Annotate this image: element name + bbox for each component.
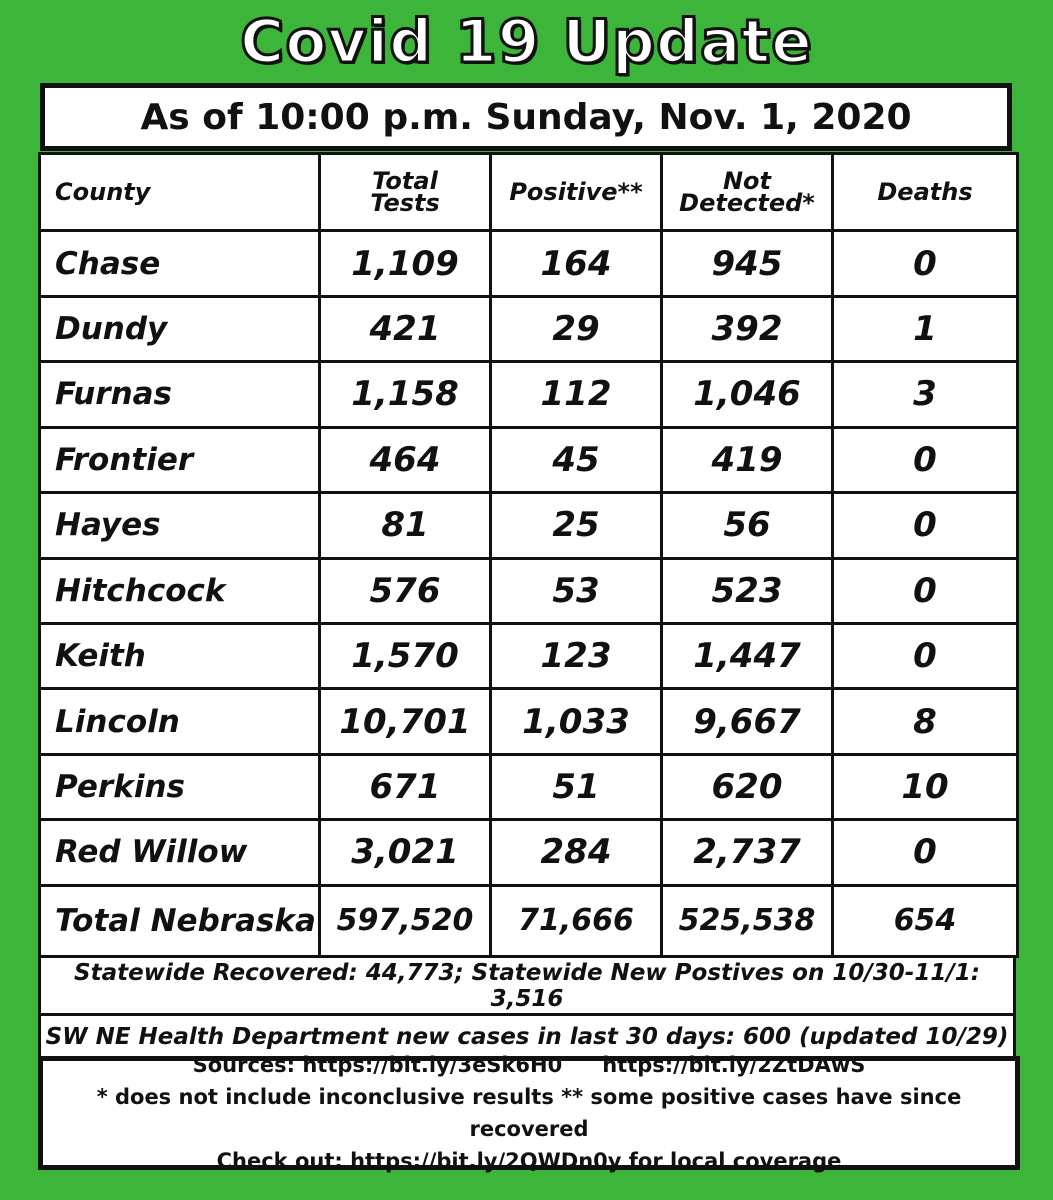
check-out-line[interactable]: Check out: https://bit.ly/2QWDn0y for local coverage [216, 1149, 842, 1173]
cell-positive: 164 [491, 231, 662, 296]
sources-line [43, 1049, 1015, 1081]
covid-table-container [38, 152, 1016, 958]
cell-not-detected: 1,046 [662, 362, 833, 427]
cell-county: Hayes [40, 493, 320, 558]
cell-positive: 112 [491, 362, 662, 427]
sources-box [38, 1053, 1020, 1173]
as-of-date: As of 10:00 p.m. Sunday, Nov. 1, 2020 [40, 83, 1012, 151]
cell-total-tests: 464 [320, 427, 491, 492]
table-row [40, 820, 1018, 885]
cell-not-detected: 945 [662, 231, 833, 296]
table-row [40, 558, 1018, 623]
total-deaths: 654 [833, 885, 1018, 956]
cell-total-tests: 1,570 [320, 623, 491, 688]
total-tests: 597,520 [320, 885, 491, 956]
cell-positive: 53 [491, 558, 662, 623]
source-link-2[interactable]: https://bit.ly/2ZtDAwS [602, 1053, 866, 1077]
cell-not-detected: 620 [662, 754, 833, 819]
total-positive: 71,666 [491, 885, 662, 956]
table-row [40, 754, 1018, 819]
cell-deaths: 0 [833, 558, 1018, 623]
header-positive: Positive** [491, 154, 662, 231]
table-row [40, 493, 1018, 558]
cell-total-tests: 81 [320, 493, 491, 558]
cell-county: Chase [40, 231, 320, 296]
table-row [40, 231, 1018, 296]
cell-deaths: 0 [833, 427, 1018, 492]
cell-deaths: 0 [833, 231, 1018, 296]
cell-county: Perkins [40, 754, 320, 819]
cell-positive: 45 [491, 427, 662, 492]
table-row [40, 689, 1018, 754]
cell-deaths: 10 [833, 754, 1018, 819]
table-header-row [40, 154, 1018, 231]
cell-total-tests: 10,701 [320, 689, 491, 754]
statewide-note: Statewide Recovered: 44,773; Statewide New Postives on 10/30-11/1: 3,516 [38, 958, 1016, 1016]
cell-total-tests: 1,158 [320, 362, 491, 427]
cell-county: Red Willow [40, 820, 320, 885]
cell-positive: 123 [491, 623, 662, 688]
cell-total-tests: 1,109 [320, 231, 491, 296]
page-title: Covid 19 Update [240, 7, 813, 77]
cell-deaths: 3 [833, 362, 1018, 427]
health-dept-note: SW NE Health Department new cases in last 30 days: 600 (updated 10/29) [38, 1016, 1016, 1058]
header-not-detected [662, 154, 833, 231]
total-county: Total Nebraska [40, 885, 320, 956]
source-link-1[interactable]: Sources: https://bit.ly/3eSk6H0 [192, 1053, 563, 1077]
header-total-tests-line1: Total [372, 167, 438, 196]
cell-deaths: 0 [833, 820, 1018, 885]
cell-not-detected: 523 [662, 558, 833, 623]
header-total-tests-line2: Tests [370, 189, 440, 218]
header-deaths: Deaths [833, 154, 1018, 231]
cell-not-detected: 9,667 [662, 689, 833, 754]
covid-table [38, 152, 1019, 958]
cell-positive: 284 [491, 820, 662, 885]
cell-county: Keith [40, 623, 320, 688]
cell-not-detected: 392 [662, 296, 833, 361]
cell-county: Lincoln [40, 689, 320, 754]
cell-total-tests: 3,021 [320, 820, 491, 885]
header-total-tests [320, 154, 491, 231]
cell-deaths: 8 [833, 689, 1018, 754]
header-county: County [40, 154, 320, 231]
table-row [40, 623, 1018, 688]
total-row [40, 885, 1018, 956]
total-not-detected: 525,538 [662, 885, 833, 956]
table-row [40, 362, 1018, 427]
cell-positive: 25 [491, 493, 662, 558]
table-row [40, 296, 1018, 361]
cell-county: Hitchcock [40, 558, 320, 623]
header-not-detected-line1: Not [722, 167, 772, 196]
cell-positive: 51 [491, 754, 662, 819]
cell-deaths: 0 [833, 493, 1018, 558]
cell-not-detected: 56 [662, 493, 833, 558]
cell-not-detected: 419 [662, 427, 833, 492]
header-not-detected-line2: Detected* [679, 189, 815, 218]
cell-not-detected: 1,447 [662, 623, 833, 688]
cell-deaths: 1 [833, 296, 1018, 361]
cell-positive: 29 [491, 296, 662, 361]
cell-county: Furnas [40, 362, 320, 427]
cell-total-tests: 576 [320, 558, 491, 623]
cell-county: Dundy [40, 296, 320, 361]
cell-total-tests: 421 [320, 296, 491, 361]
table-row [40, 427, 1018, 492]
cell-not-detected: 2,737 [662, 820, 833, 885]
cell-deaths: 0 [833, 623, 1018, 688]
footnote-line: * does not include inconclusive results ** some positive cases have since recovered [96, 1085, 962, 1141]
cell-positive: 1,033 [491, 689, 662, 754]
cell-total-tests: 671 [320, 754, 491, 819]
cell-county: Frontier [40, 427, 320, 492]
